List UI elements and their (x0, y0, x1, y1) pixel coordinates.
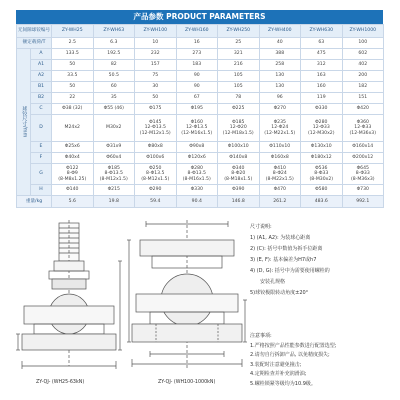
dimension-value-cell: 388 (259, 49, 301, 60)
dimension-label-cell: D (31, 115, 52, 142)
precaution-note: 2.请勿自行拆卸产品, 以免精度损失; (250, 352, 330, 358)
dimension-row (17, 104, 384, 115)
dimension-value-cell: Φ215 (93, 185, 135, 196)
weight-value-cell: 59.4 (135, 196, 177, 208)
parameter-table (16, 24, 384, 208)
dimension-value-cell: M30x2 (93, 115, 135, 142)
dimension-value-cell: Φ270 (259, 104, 301, 115)
dimension-row (17, 153, 384, 164)
dimension-value-cell: 90 (176, 71, 218, 82)
dimension-value-cell: Φ40x4 (52, 153, 94, 164)
weight-value-cell: 146.8 (218, 196, 260, 208)
dimension-value-cell: 96 (259, 93, 301, 104)
table-title: 产品参数 PRODUCT PARAMETERS (16, 10, 383, 24)
dimension-row (17, 164, 384, 185)
precaution-note: 3.装配时注意避免撞击; (250, 361, 302, 368)
dimension-value-cell: 182 (342, 82, 384, 93)
dimension-value-cell: Φ100x10 (218, 142, 260, 153)
dimension-row (17, 82, 384, 93)
dimension-value-cell: 60 (93, 82, 135, 93)
dimension-value-cell: 67 (176, 93, 218, 104)
dimension-value-cell: 33.5 (52, 71, 94, 82)
dimension-value-cell: Φ100x6 (135, 153, 177, 164)
dimension-value-cell: Φ360 12-Φ33 (12-M36x3) (342, 115, 384, 142)
drawing-small-model (14, 218, 124, 378)
precaution-notes-heading: 注意事项: (250, 333, 272, 339)
dimension-value-cell: 183 (176, 60, 218, 71)
dimension-value-cell: Φ175 (135, 104, 177, 115)
dimension-value-cell: 258 (259, 60, 301, 71)
dimension-row (17, 142, 384, 153)
dimension-value-cell: Φ235 12-Φ24 (12-M22x1.5) (259, 115, 301, 142)
dimension-row (17, 185, 384, 196)
dimension-value-cell: 82 (93, 60, 135, 71)
dimension-row (17, 93, 384, 104)
dimension-value-cell: Φ420 (342, 104, 384, 115)
dimension-value-cell: Φ340 8-Φ20 (8-M18x1.5) (218, 164, 260, 185)
dimension-value-cell: M24x2 (52, 115, 94, 142)
rated-load-cell: 25 (218, 38, 260, 49)
dimension-value-cell: 105 (218, 71, 260, 82)
dimension-value-cell: 312 (301, 60, 343, 71)
dimension-note: 5)球铰极限转动角度±20° (250, 290, 309, 296)
dimension-value-cell: Φ60x4 (93, 153, 135, 164)
dimension-label-cell: C (31, 104, 52, 115)
dimension-value-cell: 50 (52, 60, 94, 71)
dimension-value-cell: Φ330 (176, 185, 218, 196)
dimension-value-cell: Φ185 12-Φ20 (12-M18x1.5) (218, 115, 260, 142)
side-label-cell: 球铰尺寸/mm (17, 49, 31, 196)
dimension-value-cell: Φ160x14 (342, 142, 384, 153)
weight-label-cell: 重量/kg (17, 196, 52, 208)
weight-value-cell: 992.1 (342, 196, 384, 208)
dimension-value-cell: 133.5 (52, 49, 94, 60)
dimension-value-cell: Φ160x8 (259, 153, 301, 164)
dimension-value-cell: Φ390 (218, 185, 260, 196)
dimension-value-cell: Φ330 (301, 104, 343, 115)
rated-load-cell: 10 (135, 38, 177, 49)
dimension-label-cell: A2 (31, 71, 52, 82)
dimension-value-cell: 50 (52, 82, 94, 93)
rated-load-label: 额定载荷/T (17, 38, 52, 49)
precaution-note: 4.定期检查并补充润滑油; (250, 371, 307, 377)
weight-value-cell: 483.6 (301, 196, 343, 208)
small-model-diagram (14, 218, 124, 378)
dimension-value-cell: Φ130x10 (301, 142, 343, 153)
dimension-value-cell: 232 (135, 49, 177, 60)
rated-load-cell: 16 (176, 38, 218, 49)
dimension-value-cell: Φ730 (342, 185, 384, 196)
dimension-value-cell: Φ280 8-Φ13.5 (8-M16x1.5) (176, 164, 218, 185)
dimension-value-cell: 475 (301, 49, 343, 60)
precaution-notes (250, 332, 390, 389)
dimension-value-cell: Φ38 (32) (52, 104, 94, 115)
dimension-note: 2) (C): 括号中数值为拆手位距离 (250, 246, 323, 252)
dimension-value-cell: 130 (259, 82, 301, 93)
dimension-value-cell: Φ122 8-Φ9 (8-M8x1.25) (52, 164, 94, 185)
dimension-row (17, 115, 384, 142)
dimension-value-cell: 30 (135, 82, 177, 93)
table-header-row (17, 25, 384, 38)
dimension-value-cell: 321 (218, 49, 260, 60)
precaution-note: 1.严格按照产品性能参数进行配置选型; (250, 342, 337, 349)
dimension-row (17, 71, 384, 82)
weight-value-cell: 90.4 (176, 196, 218, 208)
weight-value-cell: 5.6 (52, 196, 94, 208)
dimension-value-cell: Φ580 (301, 185, 343, 196)
dimension-label-cell: F (31, 153, 52, 164)
model-cell: ZY-WH63 (93, 25, 135, 38)
dimension-value-cell: 163 (301, 71, 343, 82)
drawing-large-model (126, 218, 248, 378)
dimension-note: 1) (A1, A2): 为装球心距离 (250, 235, 311, 241)
dimension-note: 安装孔规格 (260, 279, 286, 285)
rated-load-row (17, 38, 384, 49)
model-cell: ZY-WH400 (259, 25, 301, 38)
dimension-value-cell: Φ645 8-Φ33 (8-M36x3) (342, 164, 384, 185)
dimension-value-cell: 50.5 (93, 71, 135, 82)
dimension-label-cell: A1 (31, 60, 52, 71)
dimension-value-cell: 78 (218, 93, 260, 104)
model-cell: ZY-WH1000 (342, 25, 384, 38)
dimension-notes-heading: 尺寸说明: (250, 224, 272, 230)
dimension-value-cell: 192.5 (93, 49, 135, 60)
dimension-value-cell: 119 (301, 93, 343, 104)
dimension-value-cell: Φ145 12-Φ13.5 (12-M12x1.5) (135, 115, 177, 142)
dimension-value-cell: Φ470 (259, 185, 301, 196)
dimension-value-cell: Φ536 8-Φ33 (8-M30x2) (301, 164, 343, 185)
model-cell: ZY-WH25 (52, 25, 94, 38)
dimension-value-cell: Φ110x10 (259, 142, 301, 153)
dimension-value-cell: Φ195 (176, 104, 218, 115)
dimension-label-cell: G (31, 164, 52, 185)
dimension-value-cell: 273 (176, 49, 218, 60)
rated-load-cell: 63 (301, 38, 343, 49)
dimension-value-cell: Φ80x8 (135, 142, 177, 153)
dimension-row (17, 49, 384, 60)
dimension-value-cell: 157 (135, 60, 177, 71)
rated-load-cell: 2.5 (52, 38, 94, 49)
dimension-value-cell: Φ200x12 (342, 153, 384, 164)
dimension-value-cell: Φ160 12-Φ13.5 (12-M16x1.5) (176, 115, 218, 142)
weight-row (17, 196, 384, 208)
dimension-value-cell: 160 (301, 82, 343, 93)
dimension-value-cell: Φ120x6 (176, 153, 218, 164)
rated-load-cell: 6.3 (93, 38, 135, 49)
dimension-value-cell: 130 (259, 71, 301, 82)
model-cell: ZY-WH100 (135, 25, 177, 38)
dimension-value-cell: Φ55 (46) (93, 104, 135, 115)
large-model-diagram (126, 218, 248, 378)
weight-value-cell: 19.8 (93, 196, 135, 208)
dimension-value-cell: 602 (342, 49, 384, 60)
dimension-value-cell: Φ180x12 (301, 153, 343, 164)
dimension-label-cell: E (31, 142, 52, 153)
model-cell: ZY-WH250 (218, 25, 260, 38)
dimension-value-cell: Φ31x9 (93, 142, 135, 153)
dimension-value-cell: Φ250 8-Φ13.5 (8-M12x1.5) (135, 164, 177, 185)
dimension-value-cell: 216 (218, 60, 260, 71)
precaution-note: 5.螺栓锁紧等级均为10.9级。 (250, 380, 316, 387)
dimension-value-cell: 75 (135, 71, 177, 82)
rated-load-cell: 100 (342, 38, 384, 49)
dimension-notes (250, 222, 390, 299)
dimension-value-cell: 35 (93, 93, 135, 104)
dimension-value-cell: Φ290 (135, 185, 177, 196)
dimension-row (17, 60, 384, 71)
dimension-value-cell: 22 (52, 93, 94, 104)
dimension-label-cell: B1 (31, 82, 52, 93)
dimension-note: 4) (D, G): 括号中为需要使用螺栓的 (250, 268, 330, 274)
caption-large-model: ZY-QJ- (WH100-1000kN) (158, 380, 216, 385)
dimension-value-cell: 200 (342, 71, 384, 82)
dimension-value-cell: Φ185 8-Φ13.5 (8-M12x1.5) (93, 164, 135, 185)
rated-load-cell: 40 (259, 38, 301, 49)
dimension-value-cell: Φ25x6 (52, 142, 94, 153)
dimension-value-cell: Φ90x8 (176, 142, 218, 153)
dimension-value-cell: Φ140 (52, 185, 94, 196)
dimension-value-cell: 105 (218, 82, 260, 93)
dimension-value-cell: Φ140x8 (218, 153, 260, 164)
dimension-value-cell: 50 (135, 93, 177, 104)
dimension-value-cell: Φ410 8-Φ24 (8-M22x1.5) (259, 164, 301, 185)
dimension-label-cell: H (31, 185, 52, 196)
dimension-value-cell: 402 (342, 60, 384, 71)
dimension-value-cell: 151 (342, 93, 384, 104)
model-cell: ZY-WH160 (176, 25, 218, 38)
weight-value-cell: 261.2 (259, 196, 301, 208)
model-label-cell: 无间隙球铰编号 (17, 25, 52, 38)
dimension-label-cell: B2 (31, 93, 52, 104)
model-cell: ZY-WH630 (301, 25, 343, 38)
caption-small-model: ZY-QJ- (WH25-63kN) (36, 380, 85, 385)
dimension-label-cell: A (31, 49, 52, 60)
dimension-note: 3) (E, F): 基本偏差为H7或h7 (250, 257, 317, 263)
dimension-value-cell: Φ225 (218, 104, 260, 115)
dimension-value-cell: Φ280 12-Φ33 (12-M30x2) (301, 115, 343, 142)
dimension-value-cell: 90 (176, 82, 218, 93)
